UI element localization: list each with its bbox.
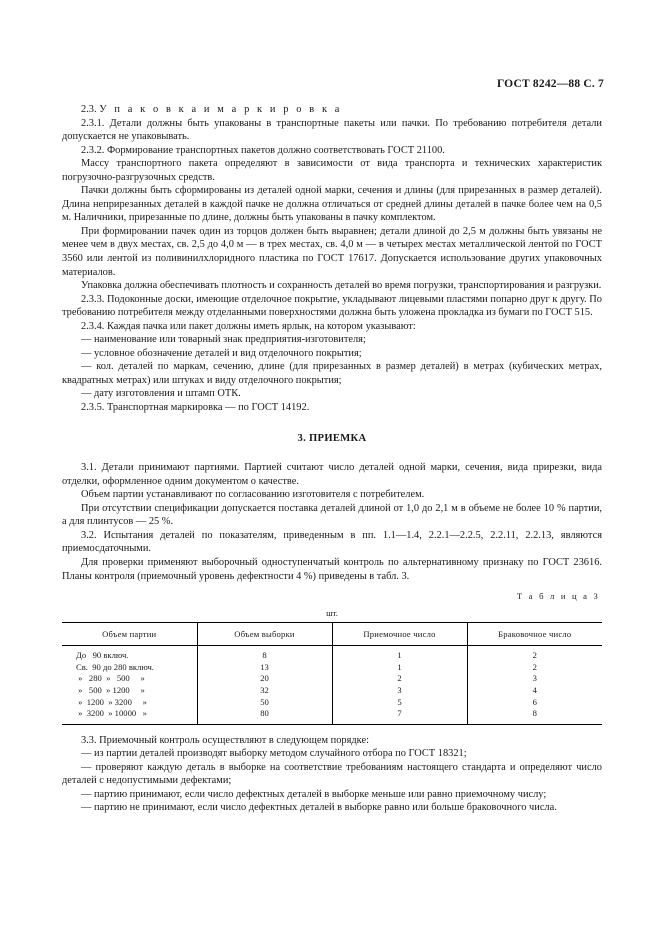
table3-body <box>62 646 602 725</box>
cell-reject: 4 <box>467 684 602 696</box>
table3-col-reject: Браковочное число <box>467 623 602 646</box>
paragraph-3-3: 3.3. Приемочный контроль осуществляют в следующем порядке: <box>81 734 369 746</box>
spacer-after-heading <box>62 445 602 461</box>
label-item-date-stamp: — дату изготовления и штамп ОТК. <box>81 388 241 400</box>
cell-reject: 2 <box>467 646 602 662</box>
paragraph-packaging-quality: Упаковка должна обеспечивать плотность и сохранность деталей во время погрузки, транспортирования и разгрузки. <box>81 280 602 292</box>
table-row <box>62 661 602 673</box>
paragraph-3-1: 3.1. Детали принимают партиями. Партией считают число деталей одной марки, сечения, вида прирезки, вида отделки, оформленное одним документом о качестве. <box>62 462 602 487</box>
table3-head <box>62 623 602 646</box>
cell-reject: 2 <box>467 661 602 673</box>
cell-reject: 8 <box>467 708 602 725</box>
paragraph-mass: Массу транспортного пакета определяют в зависимости от вида транспорта и технических характеристик погрузочно-разгрузочных средств. <box>62 158 602 183</box>
cell-lot: » 1200 » 3200 » <box>76 696 147 707</box>
section-heading-acceptance: 3. ПРИЕМКА <box>297 432 367 444</box>
control-item-sampling: — из партии деталей производят выборку методом случайного отбора по ГОСТ 18321; <box>81 748 467 760</box>
table3-col-sample: Объем выборки <box>197 623 332 646</box>
table3-caption: Т а б л и ц а 3 <box>516 591 600 602</box>
table-row <box>62 673 602 685</box>
subsection-number: 2.3. <box>81 104 97 115</box>
table-row <box>62 696 602 708</box>
subsection-title: У п а к о в к а и м а р к и р о в к а <box>99 104 343 115</box>
cell-sample: 8 <box>197 646 332 662</box>
subsection-heading-packaging <box>62 103 602 117</box>
paragraph-2-3-3: 2.3.3. Подоконные доски, имеющие отделочное покрытие, укладывают лицевыми пластями попарно друг к другу. По требованию потребителя между отделанными поверхностями должна быть уложена прокладка из бумаги по ГОСТ 515. <box>62 293 602 319</box>
cell-lot: » 500 » 1200 » <box>76 684 145 695</box>
spacer-before-heading <box>62 415 602 432</box>
label-item-quantity: — кол. деталей по маркам, сечению, длине (для прирезанных в размер деталей) в метрах (кубических метрах, квадратных метрах) или штуках и виду отделочного покрытия; <box>62 361 602 386</box>
cell-sample: 80 <box>197 708 332 725</box>
cell-lot: » 3200 » 10000 » <box>76 708 147 719</box>
cell-lot: До 90 включ. <box>76 650 129 661</box>
paragraph-3-2: 3.2. Испытания деталей по показателям, приведенным в пп. 1.1—1.4, 2.2.1—2.2.5, 2.2.11, 2.2.13, являются приемосдаточными. <box>62 529 602 555</box>
cell-reject: 6 <box>467 696 602 708</box>
cell-accept: 1 <box>332 661 467 673</box>
table3-units: шт. <box>326 607 338 618</box>
cell-accept: 3 <box>332 684 467 696</box>
cell-sample: 32 <box>197 684 332 696</box>
cell-lot: » 280 » 500 » <box>76 673 145 684</box>
page-content <box>62 103 602 815</box>
control-item-inspect: — проверяют каждую деталь в выборке на соответствие требованиям настоящего стандарта и определяют число деталей с недопустимыми дефектами; <box>62 761 602 787</box>
paragraph-control-plan: Для проверки применяют выборочный одноступенчатый контроль по альтернативному признаку по ГОСТ 23616. Планы контроля (приемочный уровень дефектности 4 %) приведены в табл. 3. <box>62 556 602 582</box>
cell-reject: 3 <box>467 673 602 685</box>
paragraph-binding: При формировании пачек один из торцов должен быть выравнен; детали длиной до 2,5 м должны быть увязаны не менее чем в двух местах, св. 2,5 до 4,0 м — в трех местах, св. 4,0 м — в четырех местах металлической лентой по ГОСТ 3560 или лентой из поливинилхлоридного пластика по ГОСТ 17617. Допускается использование других упаковочных материалов. <box>62 225 602 278</box>
cell-accept: 5 <box>332 696 467 708</box>
cell-accept: 7 <box>332 708 467 725</box>
cell-accept: 2 <box>332 673 467 685</box>
paragraph-no-spec: При отсутствии спецификации допускается поставка деталей длиной от 1,0 до 2,1 м в объеме не более 10 % партии, а для плинтусов — 25 %. <box>62 502 602 528</box>
cell-accept: 1 <box>332 646 467 662</box>
paragraph-2-3-1: 2.3.1. Детали должны быть упакованы в транспортные пакеты или пачки. По требованию потребителя детали допускается не упаковывать. <box>62 117 602 143</box>
label-item-manufacturer: — наименование или товарный знак предприятия-изготовителя; <box>81 334 366 346</box>
table3-col-lot: Объем партии <box>102 629 157 640</box>
paragraph-2-3-4: 2.3.4. Каждая пачка или пакет должны иметь ярлык, на котором указывают: <box>81 320 416 332</box>
table-row <box>62 646 602 662</box>
control-item-accept: — партию принимают, если число дефектных деталей в выборке меньше или равно приемочному числу; <box>81 788 547 800</box>
control-item-reject: — партию не принимают, если число дефектных деталей в выборке равно или больше браковочного числа. <box>81 802 557 814</box>
cell-lot: Св. 90 до 280 включ. <box>76 661 154 672</box>
paragraph-2-3-5: 2.3.5. Транспортная маркировка — по ГОСТ 14192. <box>81 402 310 414</box>
table-row <box>62 684 602 696</box>
running-head: ГОСТ 8242—88 С. 7 <box>496 78 604 90</box>
table3-col-accept: Приемочное число <box>332 623 467 646</box>
cell-sample: 13 <box>197 661 332 673</box>
table3-block <box>62 590 602 725</box>
cell-sample: 50 <box>197 696 332 708</box>
cell-sample: 20 <box>197 673 332 685</box>
paragraph-2-3-2: 2.3.2. Формирование транспортных пакетов должно соответствовать ГОСТ 21100. <box>81 144 445 156</box>
paragraph-lot-volume: Объем партии устанавливают по согласованию изготовителя с потребителем. <box>81 489 425 501</box>
label-item-designation: — условное обозначение деталей и вид отделочного покрытия; <box>81 347 362 359</box>
table3 <box>62 622 602 725</box>
table-row <box>62 708 602 725</box>
paragraph-bundles: Пачки должны быть сформированы из деталей одной марки, сечения и длины (для прирезанных в размер деталей). Длина неприрезанных деталей в каждой пачке не должна отличаться от средней длины деталей в пачке более чем на 0,5 м. Наличники, прирезанные по длине, должны быть упакованы в пачку комплектом. <box>62 185 602 224</box>
table3-header-row <box>62 623 602 646</box>
